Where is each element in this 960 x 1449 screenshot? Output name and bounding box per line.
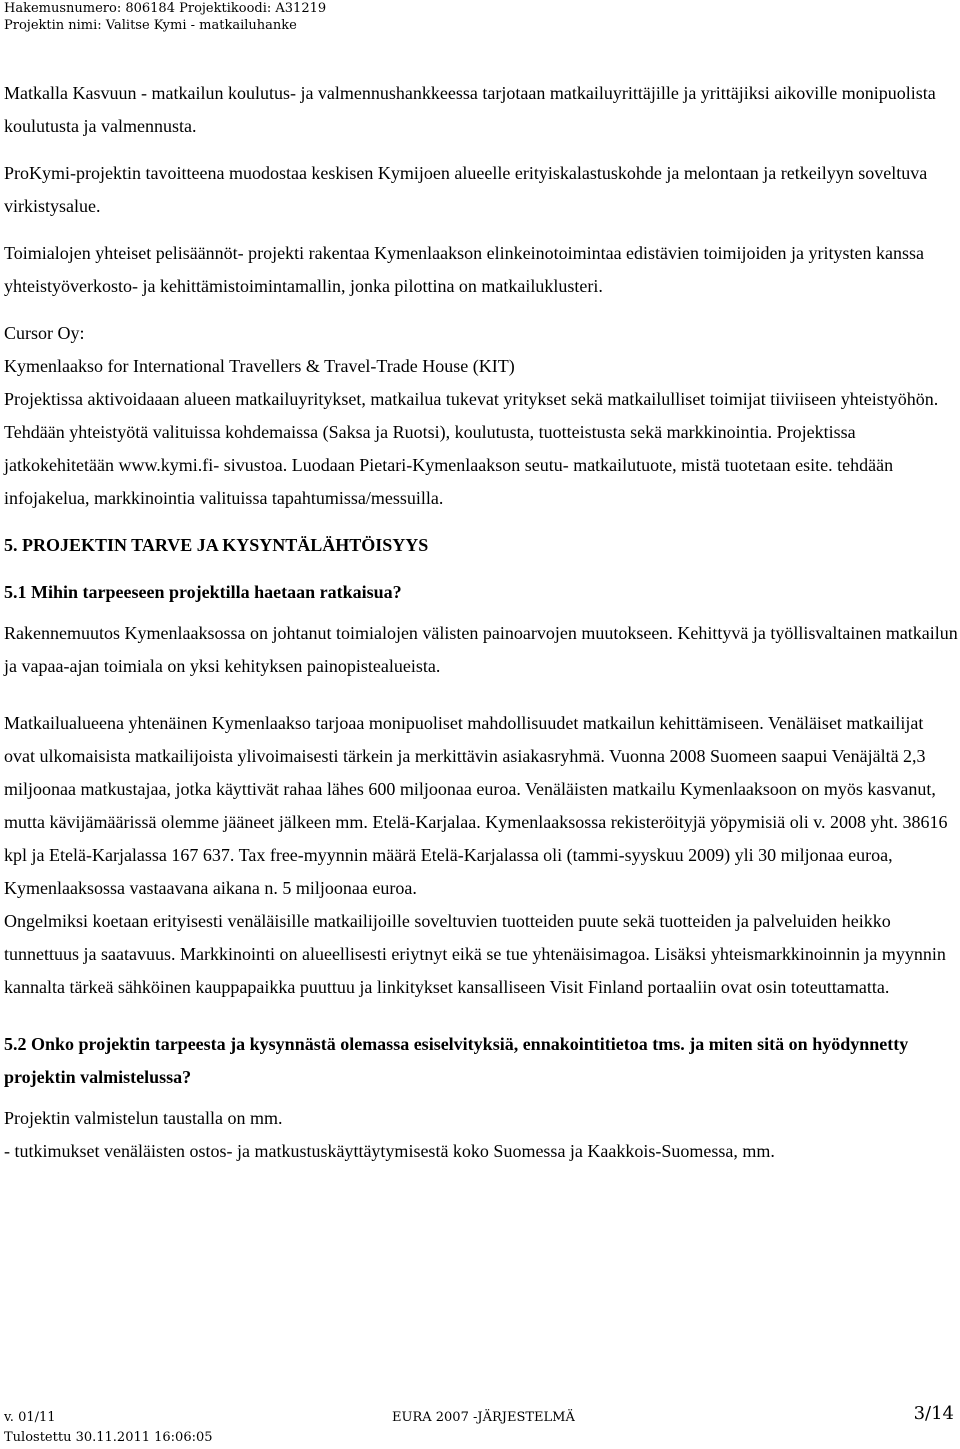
- question-5-1: 5.1 Mihin tarpeeseen projektilla haetaan ratkaisua?: [4, 582, 402, 602]
- question-5-2: 5.2 Onko projektin tarpeesta ja kysynnästä olemassa esiselvityksiä, ennakointitietoa tms. ja miten sitä on hyödynnetty projektin valmistelussa?: [4, 1034, 909, 1087]
- footer-left: [4, 1408, 213, 1448]
- paragraph-cursor-label: Cursor Oy:: [4, 323, 85, 343]
- answer-5-1-paragraph-2: Matkailualueena yhtenäinen Kymenlaakso tarjoaa monipuoliset mahdollisuudet matkailun kehittämiseen. Venäläiset matkailijat ovat ulkomaisista matkailijoista ylivoimaisesti tärkein ja merkittävin asiakasryhmä. Vuonna 2008 Suomeen saapui Venäjältä 2,3 miljoonaa matkustajaa, jotka käyttivät rahaa lähes 600 miljoonaa euroa. Venäläisten matkailu Kymenlaaksoon on myös kasvanut, mutta kävijämäärissä olemme jääneet jälkeen mm. Etelä-Karjalaa. Kymenlaaksossa rekisteröityjä yöpymisiä oli v. 2008 yht. 38616 kpl ja Etelä-Karjalassa 167 637. Tax free-myynnin määrä Etelä-Karjalassa oli (tammi-syyskuu 2009) yli 30 miljonaa euroa, Kymenlaaksossa vastaavana aikana n. 5 miljoonaa euroa.: [4, 713, 948, 898]
- paragraph-prokymi: ProKymi-projektin tavoitteena muodostaa keskisen Kymijoen alueelle erityiskalastuskohde ja melontaan ja retkeilyyn soveltuva virkistysalue.: [4, 163, 928, 216]
- paragraph-matkalla-kasvuun: Matkalla Kasvuun - matkailun koulutus- ja valmennushankkeessa tarjotaan matkailuyrittäjille ja yrittäjiksi aikoville monipuolista koulutusta ja valmennusta.: [4, 83, 936, 136]
- paragraph-kit-title: Kymenlaakso for International Travellers & Travel-Trade House (KIT): [4, 356, 515, 376]
- system-name: EURA 2007 -JÄRJESTELMÄ: [392, 1410, 575, 1425]
- document-body: [4, 77, 958, 1168]
- application-number: Hakemusnumero: 806184 Projektikoodi: A31219: [4, 1, 327, 16]
- section-5-title: 5. PROJEKTIN TARVE JA KYSYNTÄLÄHTÖISYYS: [4, 535, 429, 555]
- answer-5-1-paragraph-3: Ongelmiksi koetaan erityisesti venäläisille matkailijoille soveltuvien tuotteiden puute sekä tuotteiden ja palveluiden heikko tunnettuus ja saatavuus. Markkinointi on alueellisesti eriytnyt eikä se tue yhtenäisimagoa. Lisäksi yhteismarkkinoinnin ja myynnin kannalta tärkeä sähköinen kauppapaikka puuttuu ja linkitykset kansalliseen Visit Finland portaaliin ovat osin toteuttamatta.: [4, 911, 946, 997]
- answer-5-2-item: - tutkimukset venäläisten ostos- ja matkustuskäyttäytymisestä koko Suomessa ja Kaakkois-Suomessa, mm.: [4, 1141, 775, 1161]
- document-header: [4, 0, 326, 34]
- version-label: v. 01/11: [4, 1410, 56, 1425]
- answer-5-2-intro: Projektin valmistelun taustalla on mm.: [4, 1108, 283, 1128]
- paragraph-toimialojen: Toimialojen yhteiset pelisäännöt- projekti rakentaa Kymenlaakson elinkeinotoimintaa edistävien toimijoiden ja yritysten kanssa yhteistyöverkosto- ja kehittämistoimintamallin, jonka pilottina on matkailuklusteri.: [4, 243, 924, 296]
- project-name: Projektin nimi: Valitse Kymi - matkailuhanke: [4, 18, 297, 33]
- answer-5-1-paragraph-1: Rakennemuutos Kymenlaaksossa on johtanut toimialojen välisten painoarvojen muutokseen. Kehittyvä ja työllisvaltainen matkailun ja vapaa-ajan toimiala on yksi kehityksen painopistealueista.: [4, 623, 958, 676]
- page-number: 3/14: [913, 1403, 954, 1424]
- paragraph-kit-description: Projektissa aktivoidaaan alueen matkailuyritykset, matkailua tukevat yritykset sekä matkailulliset toimijat tiiviiseen yhteistyöhön. Tehdään yhteistyötä valituissa kohdemaissa (Saksa ja Ruotsi), koulutusta, tuotteistusta sekä markkinointia. Projektissa jatkokehitetään www.kymi.fi- sivustoa. Luodaan Pietari-Kymenlaakson seutu- matkailutuote, mistä tuotetaan esite. tehdään infojakelua, markkinointia valituissa tapahtumissa/messuilla.: [4, 389, 939, 508]
- print-timestamp: Tulostettu 30.11.2011 16:06:05: [4, 1430, 213, 1445]
